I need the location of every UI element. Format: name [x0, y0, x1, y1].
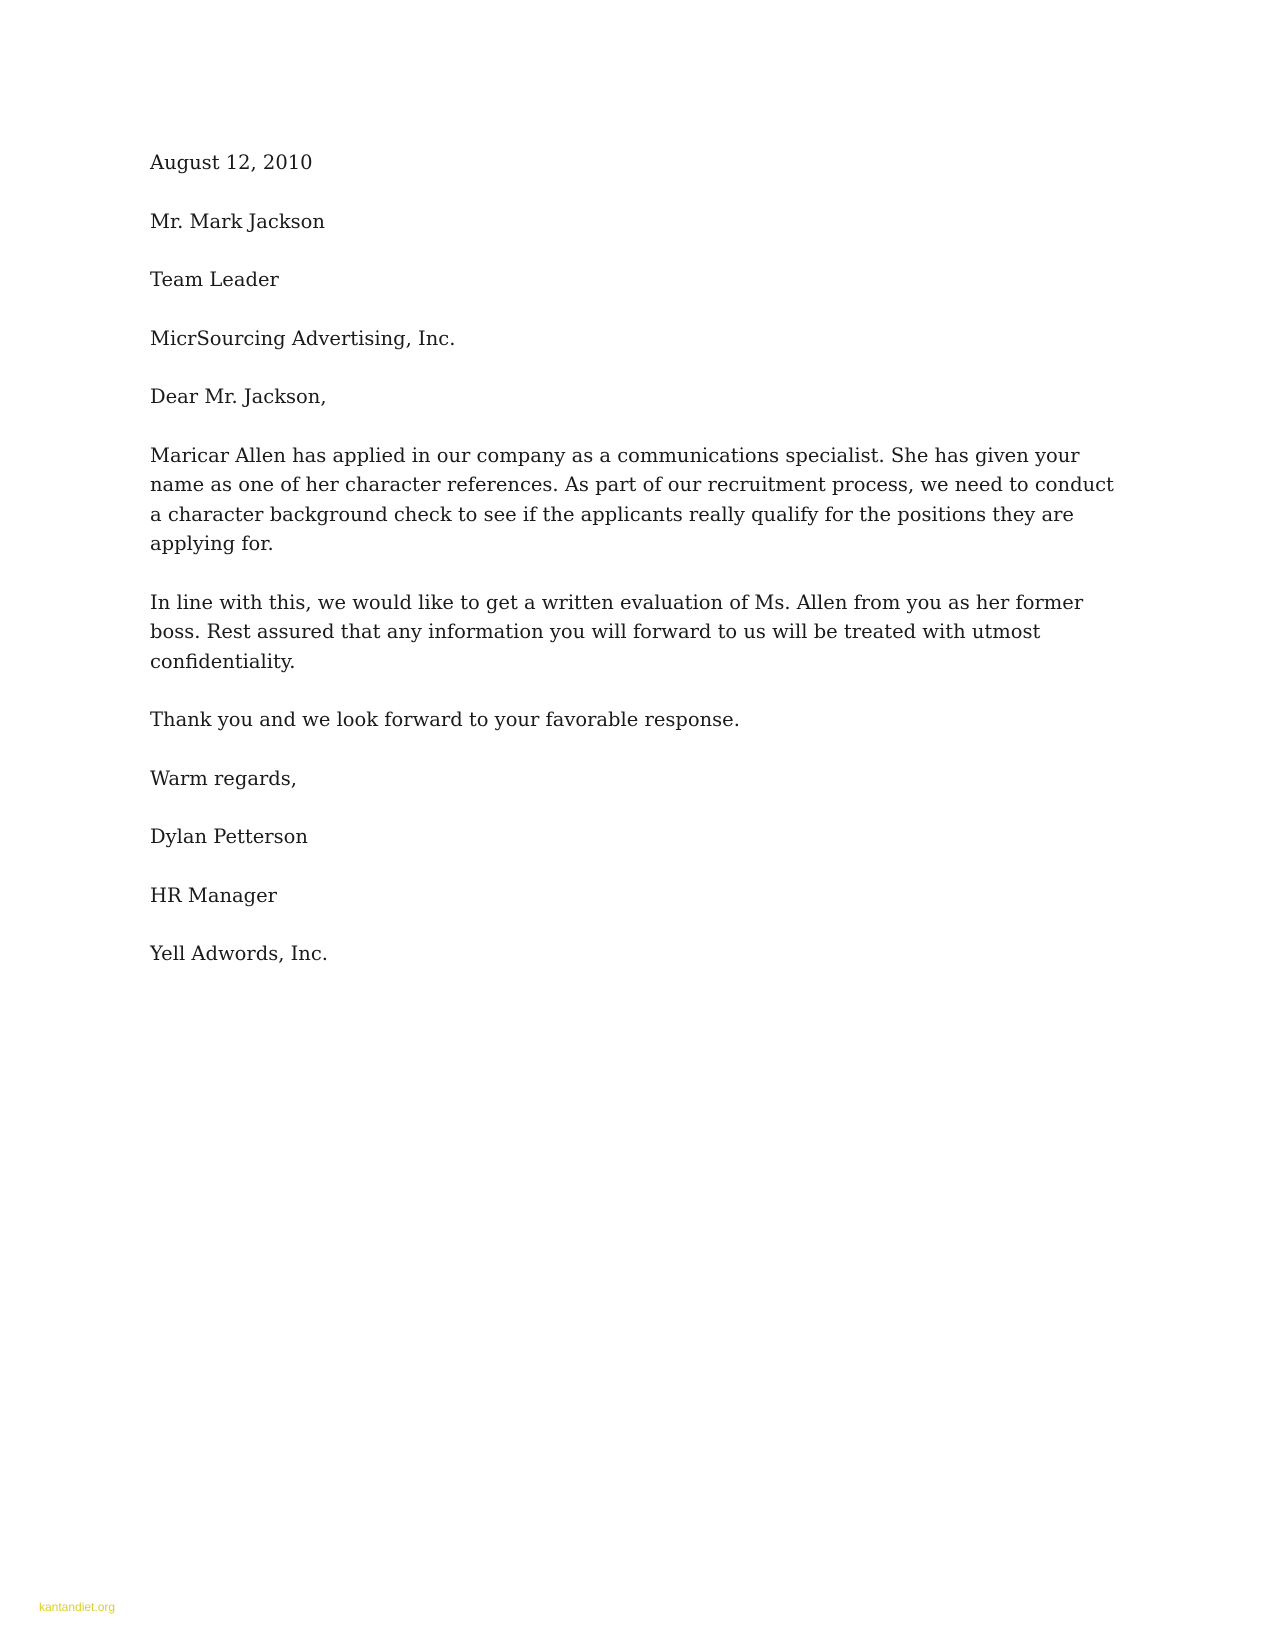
sender-title: HR Manager — [150, 883, 278, 907]
letter — [150, 148, 1125, 998]
recipient-name: Mr. Mark Jackson — [150, 209, 325, 233]
body-paragraph-3: Thank you and we look forward to your favorable response. — [150, 708, 740, 731]
recipient-title: Team Leader — [150, 268, 279, 291]
recipient-company: MicrSourcing Advertising, Inc. — [150, 326, 456, 350]
sender-company: Yell Adwords, Inc. — [150, 942, 328, 965]
sender-name: Dylan Petterson — [150, 825, 308, 848]
letter-date: August 12, 2010 — [150, 151, 313, 174]
watermark: kantandiet.org — [39, 1600, 116, 1614]
salutation: Dear Mr. Jackson, — [150, 385, 327, 408]
body-paragraph-2: In line with this, we would like to get a written evaluation of Ms. Allen from you as her former boss. Rest assured that any information you will forward to us will be treated with utmost confidentiality. — [150, 590, 1084, 673]
closing: Warm regards, — [150, 766, 297, 790]
body-paragraph-1: Maricar Allen has applied in our company as a communications specialist. She has given your name as one of her character references. As part of our recruitment process, we need to conduct a character background check to see if the applicants really qualify for the positions they are applying for. — [150, 443, 1114, 555]
